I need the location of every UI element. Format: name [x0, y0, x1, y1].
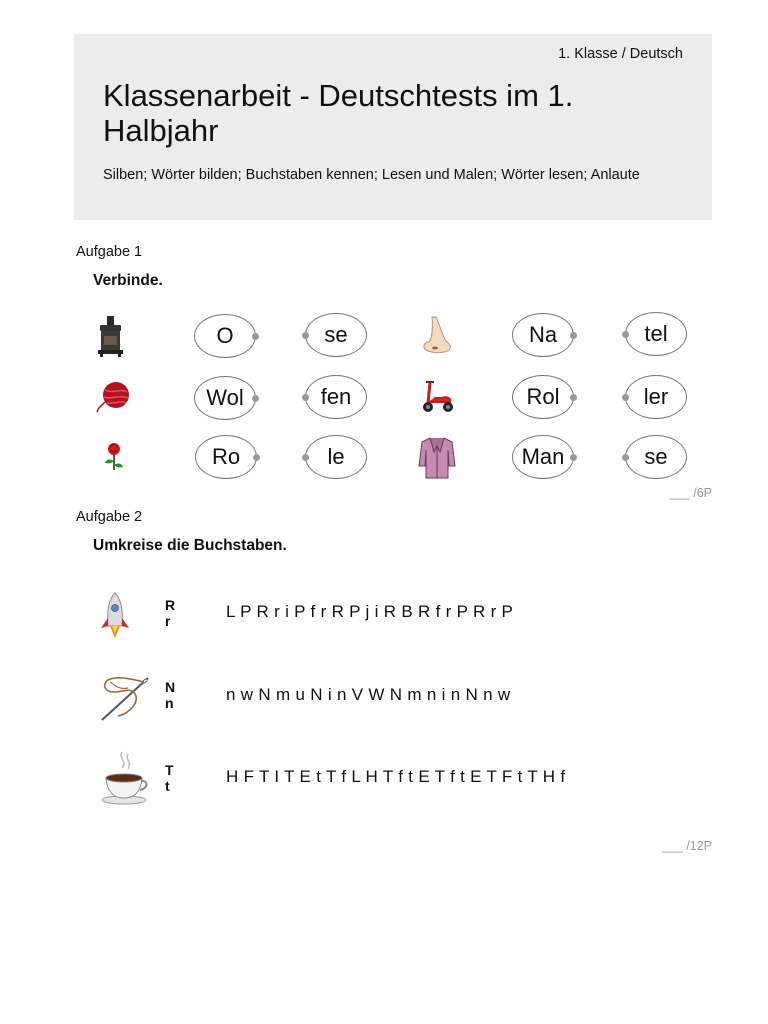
connector-dot[interactable] [302, 454, 309, 461]
syllable-oval[interactable]: Na [512, 313, 574, 357]
connector-dot[interactable] [252, 333, 259, 340]
lowercase-letter: t [165, 778, 170, 794]
lowercase-letter: n [165, 695, 174, 711]
page-title: Klassenarbeit - Deutschtests im 1. Halbjahr [103, 78, 574, 148]
syllable-oval[interactable]: Rol [512, 375, 574, 419]
task2-score: ___ /12P [661, 839, 712, 853]
letter-pair [165, 762, 185, 794]
uppercase-letter: R [165, 597, 176, 613]
rose-icon [102, 441, 126, 471]
scooter-icon [420, 380, 456, 414]
syllable-oval[interactable]: Wol [194, 376, 256, 420]
uppercase-letter: N [165, 679, 176, 695]
syllable-oval[interactable]: O [194, 314, 256, 358]
task2-label: Aufgabe 2 [76, 509, 143, 525]
teacup-icon [100, 748, 150, 806]
connector-dot[interactable] [302, 394, 309, 401]
syllable-oval[interactable]: se [625, 435, 687, 479]
connector-dot[interactable] [302, 332, 309, 339]
class-label: 1. Klasse / Deutsch [558, 46, 683, 62]
task1-label: Aufgabe 1 [76, 244, 143, 260]
syllable-oval[interactable]: tel [625, 312, 687, 356]
stove-icon [94, 314, 128, 358]
letter-sequence[interactable]: L P R r i P f r R P j i R B R f r P R r P [226, 602, 514, 621]
rocket-icon [99, 592, 131, 640]
syllable-oval[interactable]: se [305, 313, 367, 357]
task1-instruction: Verbinde. [93, 272, 163, 289]
connector-dot[interactable] [570, 394, 577, 401]
connector-dot[interactable] [252, 395, 259, 402]
letter-pair [165, 597, 185, 629]
lowercase-letter: r [165, 613, 171, 629]
syllable-oval[interactable]: Ro [195, 435, 257, 479]
connector-dot[interactable] [570, 454, 577, 461]
coat-icon [418, 436, 456, 480]
page-subtitle: Silben; Wörter bilden; Buchstaben kennen; Lesen und Malen; Wörter lesen; Anlaute [103, 167, 640, 183]
letter-sequence[interactable]: H F T I T E t T f L H T f t E T f t E T F t T H f [226, 767, 566, 786]
letter-pair [165, 679, 185, 711]
task1-score: ___ /6P [668, 486, 712, 500]
task2-instruction: Umkreise die Buchstaben. [93, 537, 287, 554]
syllable-oval[interactable]: ler [625, 375, 687, 419]
connector-dot[interactable] [622, 331, 629, 338]
syllable-oval[interactable]: Man [512, 435, 574, 479]
needle-thread-icon [98, 674, 152, 722]
connector-dot[interactable] [622, 394, 629, 401]
syllable-oval[interactable]: le [305, 435, 367, 479]
uppercase-letter: T [165, 762, 174, 778]
connector-dot[interactable] [253, 454, 260, 461]
letter-sequence[interactable]: n w N m u N i n V W N m n i n N n w [226, 685, 511, 704]
nose-icon [420, 315, 456, 355]
worksheet-header [74, 34, 712, 220]
yarn-ball-icon [96, 380, 132, 414]
connector-dot[interactable] [622, 454, 629, 461]
syllable-oval[interactable]: fen [305, 375, 367, 419]
connector-dot[interactable] [570, 332, 577, 339]
